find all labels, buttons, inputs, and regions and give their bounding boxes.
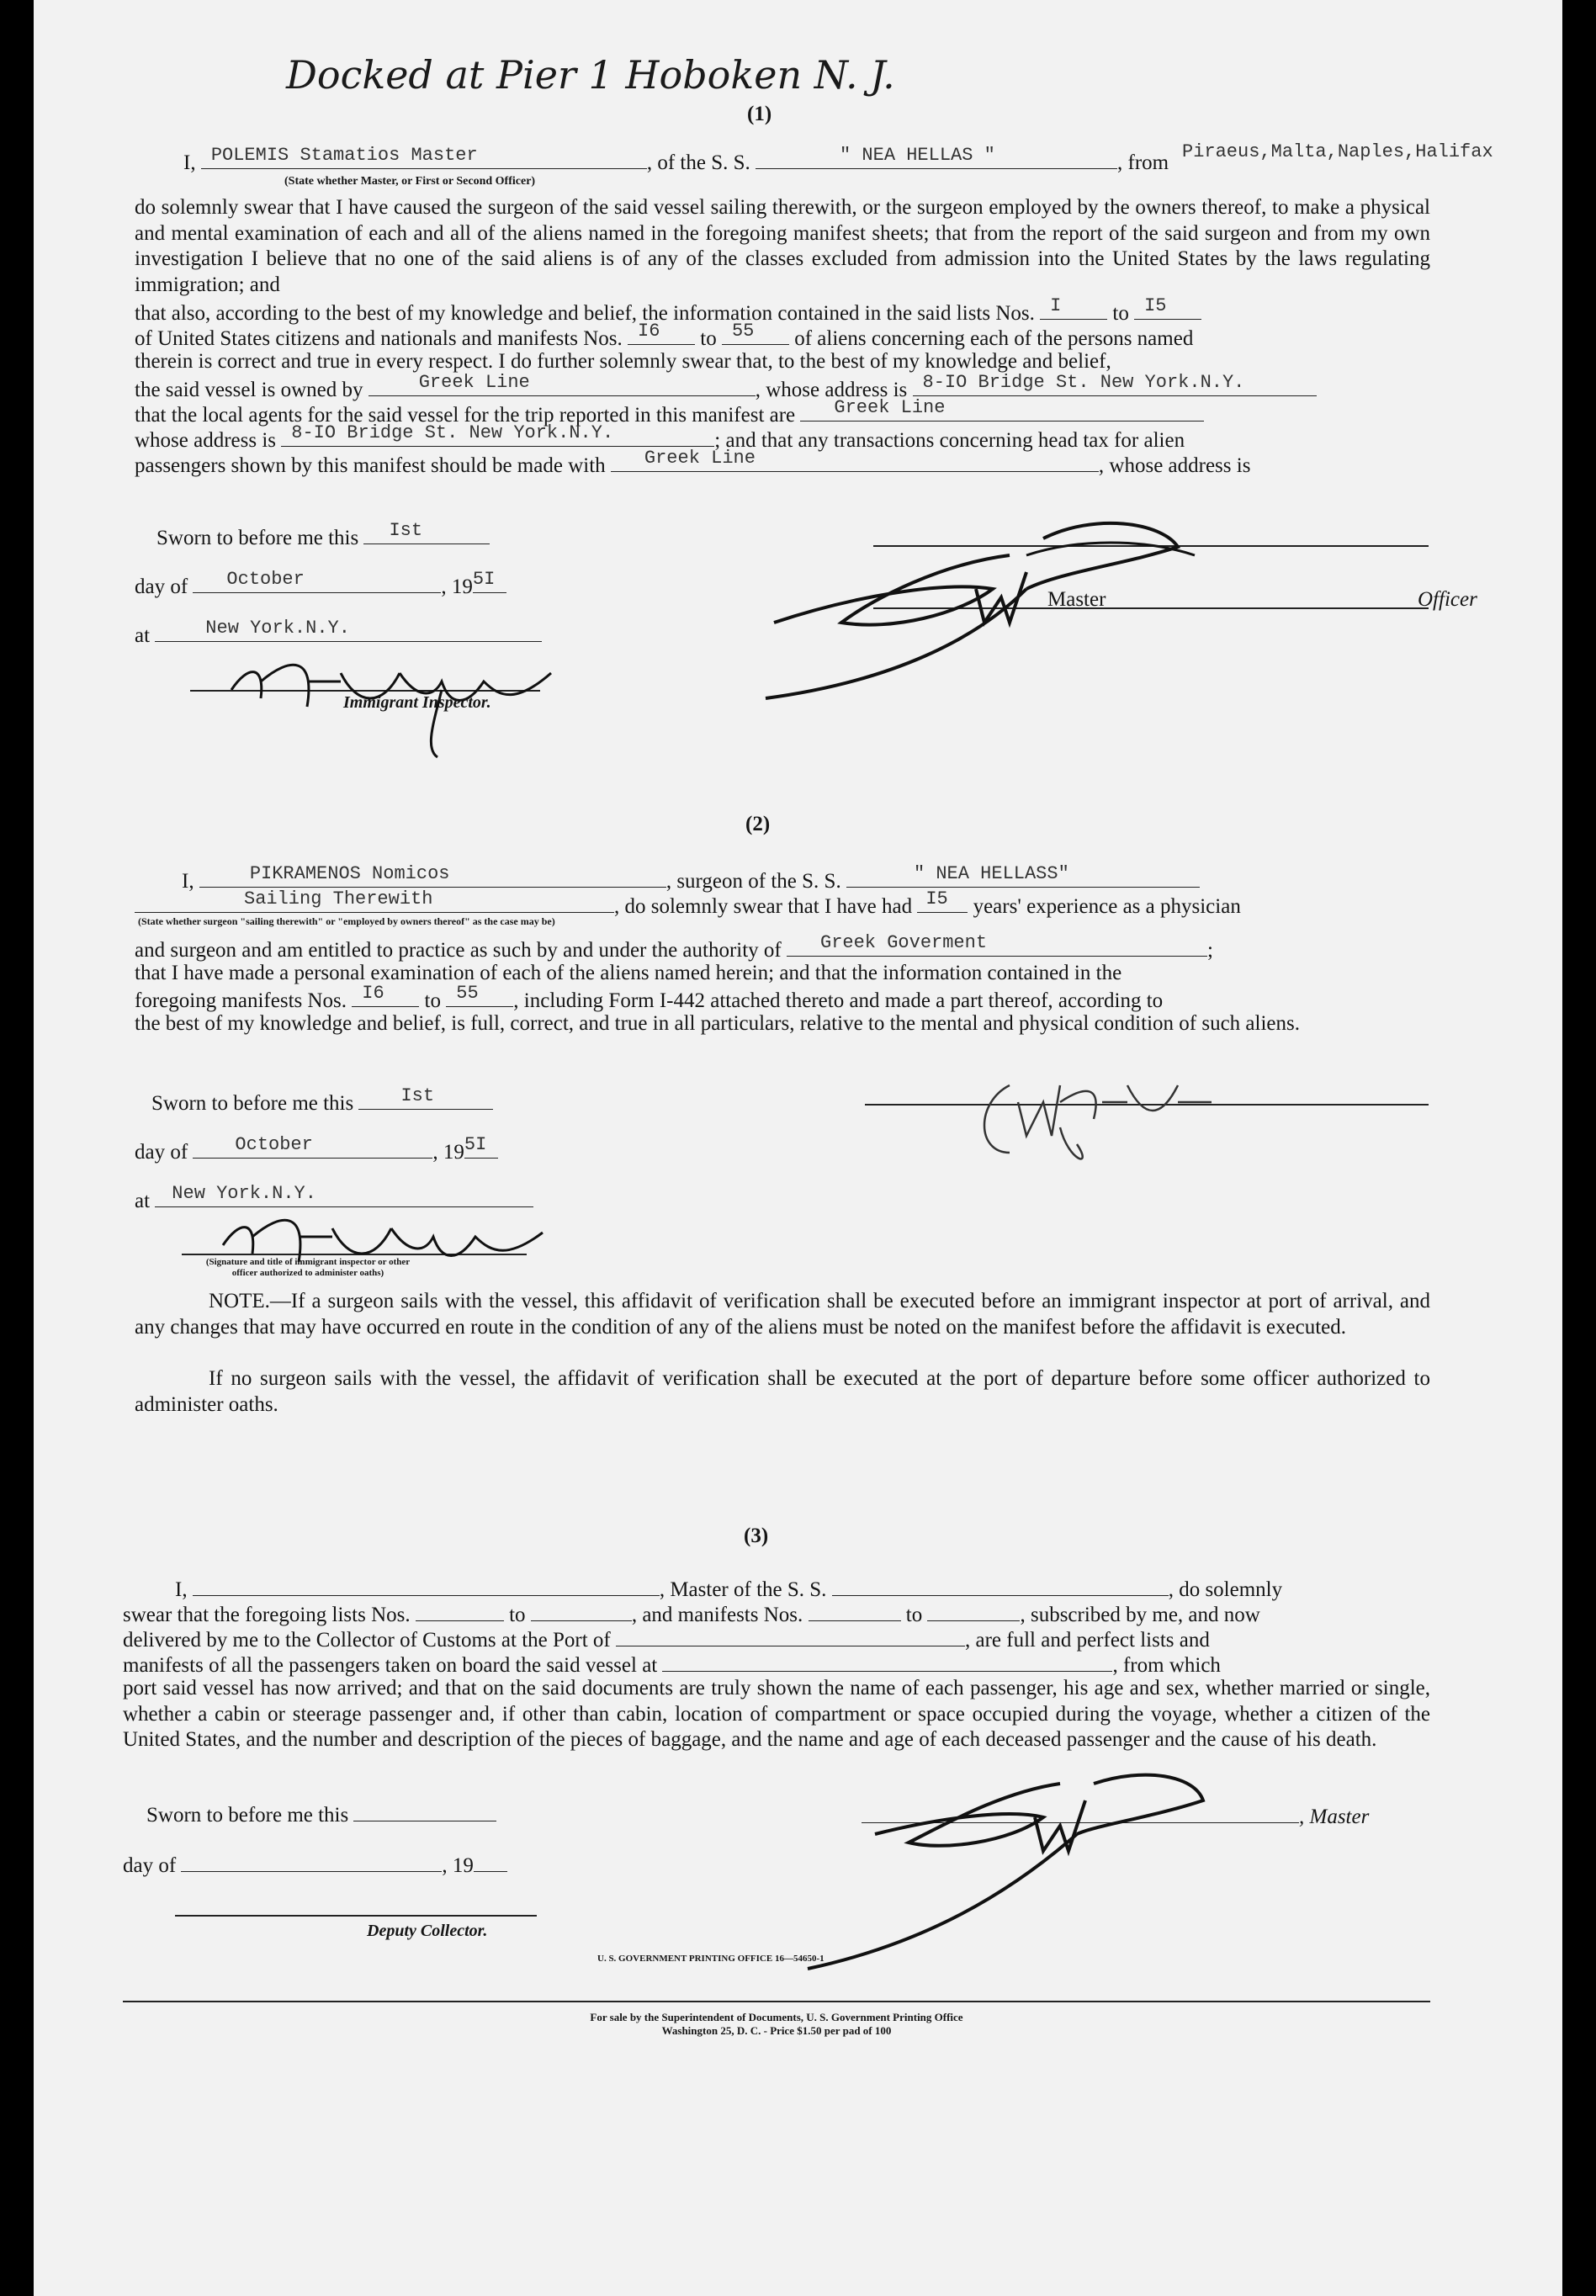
manifests-line: of United States citizens and nationals and manifests Nos. I6 to 55 of aliens concerning each of the persons named (135, 321, 1194, 350)
oath-line: therein is correct and true in every respect. I do further solemnly swear that, to the best of my knowledge and belief, (135, 350, 1111, 373)
sailing-line: Sailing Therewith , do solemnly swear that I have had I5 years' experience as a physician (135, 892, 1241, 920)
footer (123, 2011, 1430, 2038)
surgeon-name: PIKRAMENOS Nomicos (249, 863, 450, 884)
deputy-label: Deputy Collector. (367, 1922, 488, 1940)
inspector-signature (206, 1195, 559, 1296)
date-line: day of October , 19 5I (135, 572, 506, 600)
sworn-line: Sworn to before me this (146, 1800, 496, 1828)
footer-rule (123, 2001, 1430, 2002)
handwritten-note: Docked at Pier 1 Hoboken N. J. (286, 52, 895, 98)
documents-paragraph: port said vessel has now arrived; and that on the said documents are truly shown the name of each passenger, his age and sex, whether married or single, whether a cabin or steerage passenger and, if other than cabin, location of compartment or space occupied during the voyage, whether a citizen of the United States, and the number and description of the pieces of baggage, and the name and age of each deceased passenger and the cause of his death. (123, 1677, 1430, 1751)
boarded-line: manifests of all the passengers taken on board the said vessel at , from which (123, 1651, 1221, 1678)
port-line: delivered by me to the Collector of Customs at the Port of , are full and perfect lists and (123, 1625, 1210, 1653)
ship-name: " NEA HELLAS " (840, 145, 995, 166)
place-line: at New York.N.Y. (135, 621, 542, 649)
exam-line: that I have made a personal examination of each of the aliens named herein; and that the information contained in the (135, 962, 1122, 984)
owner-line: the said vessel is owned by Greek Line , whose address is 8-IO Bridge St. New York.N.Y. (135, 375, 1317, 403)
section-number: (1) (747, 103, 772, 125)
note-paragraph: NOTE.—If a surgeon sails with the vessel, this affidavit of verification shall be executed before an immigrant inspector at port of arrival, and any changes that may have occurred en route in the condition of any of the aliens must be noted on the manifest before the affidavit is executed. (135, 1290, 1430, 1339)
sworn-line: Sworn to before me this Ist (156, 523, 490, 551)
master-officer-line: Master Officer (1047, 588, 1477, 611)
authority-line: and surgeon and am entitled to practice as such by and under the authority of Greek Goverment ; (135, 932, 1213, 962)
note-paragraph-2: If no surgeon sails with the vessel, the affidavit of verification shall be executed at the port of departure before some officer authorized to administer oaths. (135, 1367, 1430, 1416)
date-line: day of , 19 (123, 1851, 507, 1879)
surgeon-line: I, PIKRAMENOS Nomicos , surgeon of the S. S. " NEA HELLASS" (182, 867, 1200, 894)
departure-ports: Piraeus,Malta,Naples,Halifax (1182, 141, 1493, 162)
manifests-line: foregoing manifests Nos. I6 to 55 , including Form I-442 attached thereto and made a part thereof, according to (135, 983, 1164, 1012)
footer-line-1: For sale by the Superintendent of Documents, U. S. Government Printing Office (590, 2011, 963, 2023)
agents-address-line: whose address is 8-IO Bridge St. New York.N.Y. ; and that any transactions concerning head tax for alien (135, 422, 1185, 452)
state-note: (State whether surgeon "sailing therewith" or "employed by owners thereof" as the case may be) (138, 915, 555, 927)
state-note: (State whether Master, or First or Second Officer) (284, 175, 536, 188)
master-signature (757, 1758, 1346, 1977)
deputy-signature-line (175, 1915, 537, 1917)
date-line: day of October , 19 5I (135, 1137, 498, 1165)
master-line: I, POLEMIS Stamatios Master , of the S. S. " NEA HELLAS " , from (183, 145, 1169, 174)
master-name: POLEMIS Stamatios Master (210, 145, 478, 166)
inspector-label: Immigrant Inspector. (343, 693, 491, 712)
oath-paragraph: do solemnly swear that I have caused the surgeon of the said vessel sailing therewith, or the surgeon employed by the owners thereof, to make a physical and mental examination of each and all of the aliens named in the foregoing manifest sheets; that from the report of the said surgeon and from my own investigation I believe that no one of the said aliens is of any of the classes excluded from admission into the United States by the laws regulating immigration; and (135, 196, 1430, 296)
lists-line: swear that the foregoing lists Nos. to , and manifests Nos. to , subscribed by me, and now (123, 1600, 1260, 1628)
inspector-signature (215, 623, 568, 766)
gpo-imprint: U. S. GOVERNMENT PRINTING OFFICE 16—54650-1 (597, 1954, 825, 1964)
tax-line: passengers shown by this manifest should be made with Greek Line , whose address is (135, 448, 1251, 477)
master-line: I, , Master of the S. S. , do solemnly (175, 1575, 1282, 1603)
place-line: at New York.N.Y. (135, 1186, 533, 1214)
agents-line: that the local agents for the said vessel for the trip reported in this manifest are Greek Line (135, 400, 1204, 428)
lists-line: that also, according to the best of my knowledge and belief, the information contained in the said lists Nos. I to I5 (135, 299, 1201, 326)
section-number: (3) (744, 1524, 769, 1547)
footer-line-2: Washington 25, D. C. - Price $1.50 per pad of 100 (661, 2024, 892, 2037)
affidavit-page (34, 0, 1562, 2296)
signature-note: (Signature and title of immigrant inspector or other officer authorized to administer oaths) (205, 1257, 411, 1278)
surgeon-signature (959, 1052, 1279, 1186)
section-number: (2) (745, 813, 771, 835)
master-signature (724, 505, 1312, 707)
belief-paragraph: the best of my knowledge and belief, is full, correct, and true in all particulars, relative to the mental and physical condition of such aliens. (135, 1012, 1300, 1035)
sworn-line: Sworn to before me this Ist (151, 1089, 493, 1116)
master-signature-label: , Master (862, 1802, 1369, 1830)
